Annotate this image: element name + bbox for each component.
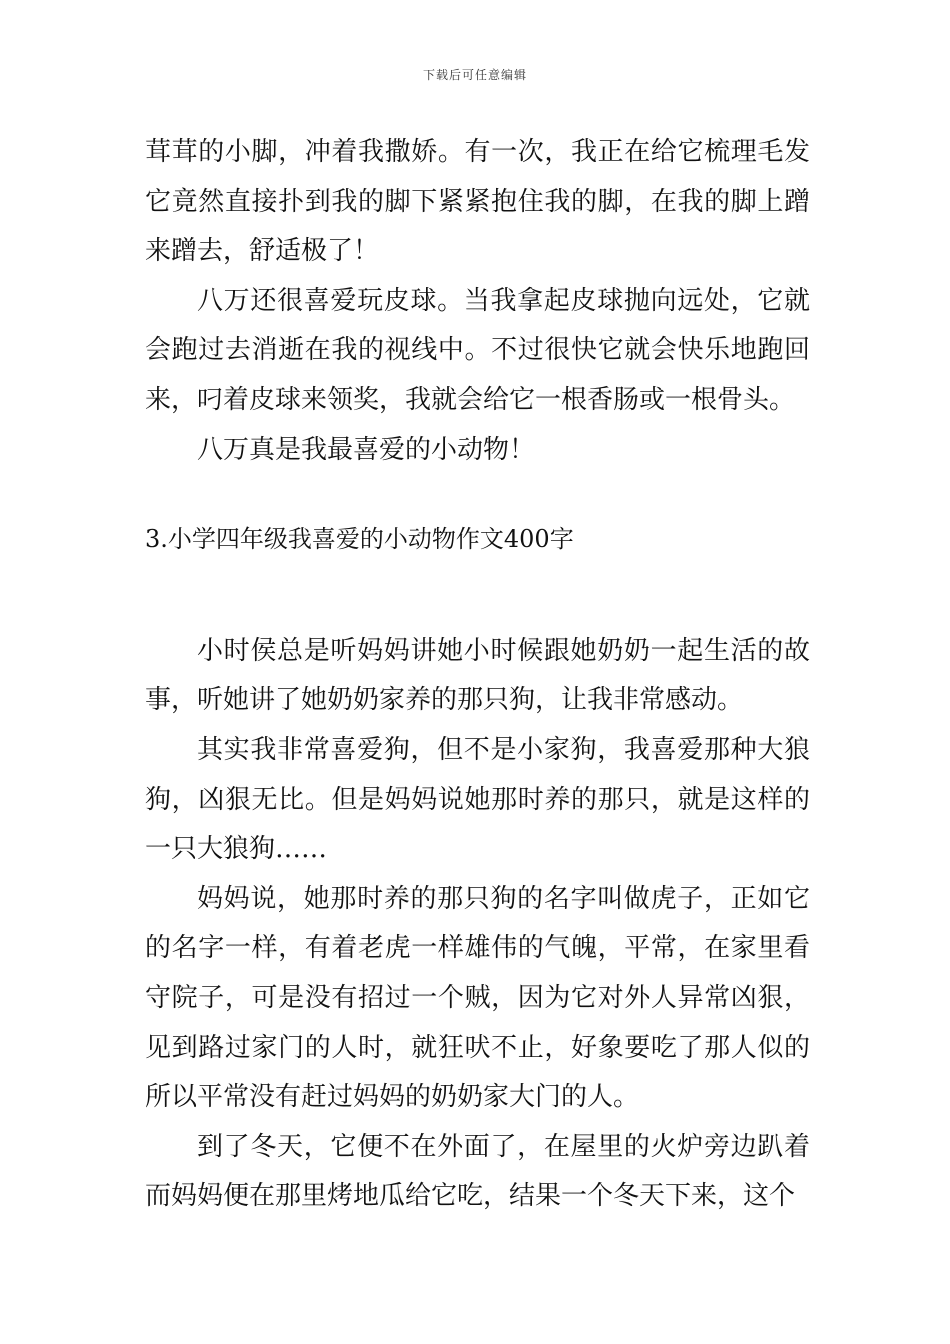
paragraph: 其实我非常喜爱狗，但不是小家狗，我喜爱那种大狼狗，凶狠无比。但是妈妈说她那时养的那只，就是这样的一只大狼狗…… [145,734,810,865]
paragraph: 八万真是我最喜爱的小动物！ [197,434,536,465]
paragraph: 妈妈说，她那时养的那只狗的名字叫做虎子，正如它的名字一样，有着老虎一样雄伟的气魄，平常，在家里看守院子，可是没有招过一个贼，因为它对外人异常凶狠，见到路过家门的人时，就狂吠不止，好象要吃了那人似的所以平常没有赶过妈妈的奶奶家大门的人。 [145,883,810,1113]
paragraph: 到了冬天，它便不在外面了，在屋里的火炉旁边趴着而妈妈便在那里烤地瓜给它吃，结果一个冬天下来，这个 [145,1131,810,1212]
spacer [145,565,810,627]
document-body [145,128,810,1222]
paragraph: 八万还很喜爱玩皮球。当我拿起皮球抛向远处，它就会跑过去消逝在我的视线中。不过很快它就会快乐地跑回来，叼着皮球来领奖，我就会给它一根香肠或一根骨头。 [145,285,810,415]
paragraph: 茸茸的小脚，冲着我撒娇。有一次，我正在给它梳理毛发它竟然直接扑到我的脚下紧紧抱住我的脚，在我的脚上蹭来蹭去，舒适极了！ [145,137,810,267]
paragraph: 小时侯总是听妈妈讲她小时候跟她奶奶一起生活的故事，听她讲了她奶奶家养的那只狗，让我非常感动。 [145,635,810,716]
page-header: 下载后可任意编辑 [422,68,527,82]
section-heading: 3.小学四年级我喜爱的小动物作文400字 [145,525,574,554]
spacer [145,475,810,515]
